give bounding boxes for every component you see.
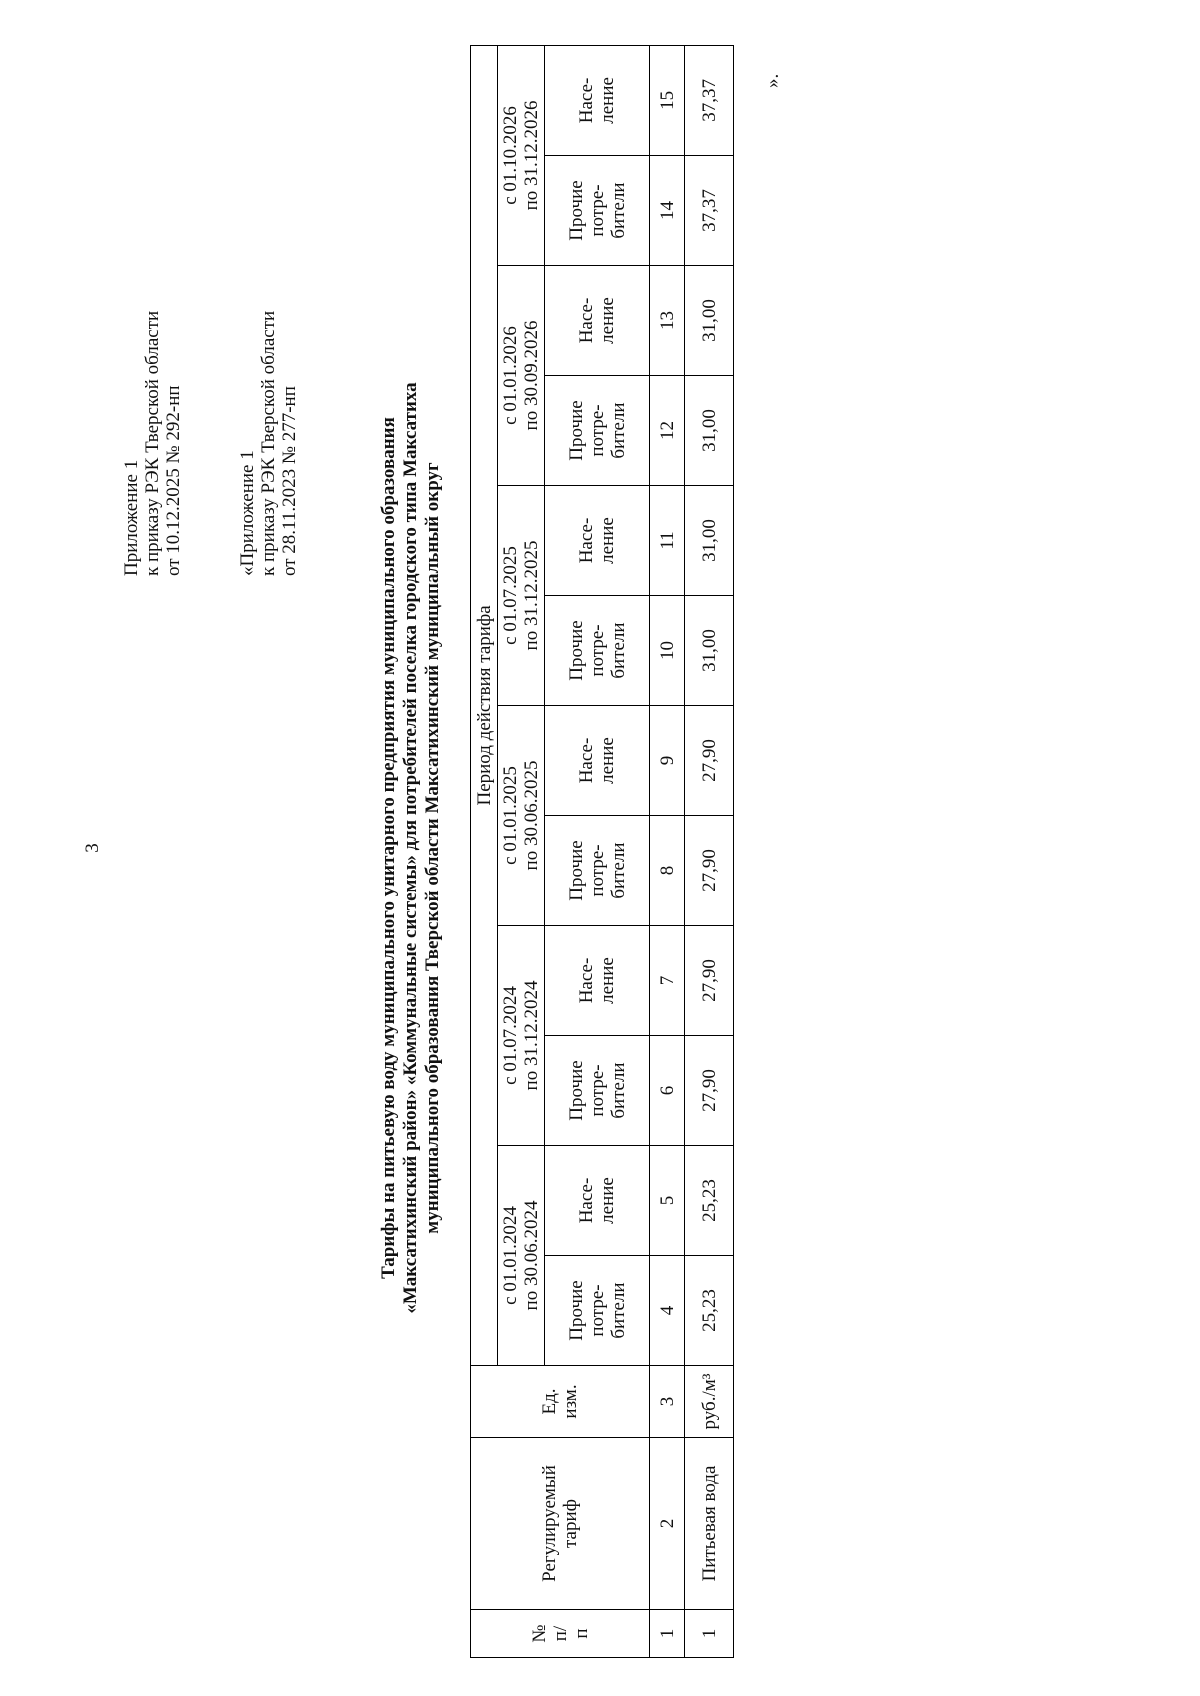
consumer-other-line: потре- [586, 1284, 608, 1337]
period-to: по 30.06.2024 [521, 1200, 542, 1311]
appendix-current-line: Приложение 1 [121, 459, 142, 576]
document-title [378, 0, 444, 1696]
column-number: 4 [650, 1256, 685, 1366]
tariff-value: 27,90 [685, 816, 734, 926]
tariff-value: 25,23 [685, 1146, 734, 1256]
row-number: 1 [685, 1610, 734, 1658]
period-from: с 01.01.2025 [500, 766, 521, 865]
consumer-other-line: бители [607, 622, 629, 679]
header-number-line: п/ [549, 1625, 571, 1642]
consumer-other-line: бители [607, 402, 629, 459]
column-number: 7 [650, 926, 685, 1036]
consumer-population-line: ление [597, 517, 618, 564]
tariff-value: 27,90 [685, 1036, 734, 1146]
header-period: Период действия тарифа [471, 45, 498, 1365]
period-cell [498, 1146, 545, 1366]
consumer-population-line: Насе- [576, 297, 597, 344]
consumer-other-line: потре- [586, 404, 608, 457]
consumer-other-line: бители [607, 1062, 629, 1119]
row-unit: руб./м³ [685, 1366, 734, 1438]
consumer-population-line: Насе- [576, 77, 597, 124]
consumer-population-line: Насе- [576, 957, 597, 1004]
period-to: по 31.12.2025 [521, 540, 542, 651]
consumer-other-line: Прочие [565, 1060, 587, 1121]
consumer-other-line: Прочие [565, 620, 587, 681]
consumer-other-line: потре- [586, 1064, 608, 1117]
column-number: 1 [650, 1610, 685, 1658]
appendix-previous [237, 311, 300, 576]
period-cell [498, 486, 545, 706]
column-number: 10 [650, 596, 685, 706]
column-number: 5 [650, 1146, 685, 1256]
period-to: по 31.12.2026 [521, 100, 542, 211]
tariff-value: 31,00 [685, 266, 734, 376]
tariff-value: 31,00 [685, 486, 734, 596]
period-from: с 01.01.2026 [500, 326, 521, 425]
title-line: Тарифы на питьевую воду муниципального унитарного предприятия муниципального образования [378, 417, 399, 1279]
tariff-value: 37,37 [685, 156, 734, 266]
consumer-population-line: ление [597, 737, 618, 784]
period-from: с 01.01.2024 [500, 1206, 521, 1305]
period-cell [498, 706, 545, 926]
title-line: «Максатихинский район» «Коммунальные системы» для потребителей поселка городского типа Максатиха [400, 382, 421, 1314]
closing-quote: ». [762, 73, 783, 88]
appendix-previous-line: от 28.11.2023 № 277-нп [279, 386, 300, 576]
consumer-population [545, 266, 650, 376]
consumer-population-line: ление [597, 297, 618, 344]
header-tariff-line: тариф [560, 1499, 581, 1548]
appendix-current-line: к приказу РЭК Тверской области [142, 310, 163, 576]
consumer-population [545, 706, 650, 816]
consumer-population-line: Насе- [576, 1177, 597, 1224]
consumer-other [545, 1036, 650, 1146]
header-tariff [471, 1438, 650, 1610]
column-number-row [650, 45, 685, 1657]
column-number: 6 [650, 1036, 685, 1146]
consumer-other-line: бители [607, 182, 629, 239]
consumer-population [545, 45, 650, 155]
tariff-value: 31,00 [685, 376, 734, 486]
period-cell [498, 266, 545, 486]
consumer-other [545, 156, 650, 266]
table-row [685, 45, 734, 1657]
consumer-population [545, 926, 650, 1036]
consumer-other-line: потре- [586, 184, 608, 237]
consumer-population [545, 1146, 650, 1256]
consumer-population-line: ление [597, 1177, 618, 1224]
consumer-other-line: потре- [586, 624, 608, 677]
header-unit-line: изм. [560, 1384, 581, 1419]
period-from: с 01.07.2025 [500, 546, 521, 645]
period-cell [498, 45, 545, 265]
period-cell [498, 926, 545, 1146]
tariff-value: 27,90 [685, 706, 734, 816]
header-number-line: п [570, 1628, 592, 1639]
appendix-previous-line: «Приложение 1 [237, 450, 258, 576]
period-from: с 01.07.2024 [500, 986, 521, 1085]
consumer-other-line: Прочие [565, 840, 587, 901]
header-number-line: № [528, 1624, 550, 1643]
column-number: 11 [650, 486, 685, 596]
period-to: по 30.09.2026 [521, 320, 542, 431]
tariff-value: 31,00 [685, 596, 734, 706]
consumer-other-line: Прочие [565, 1280, 587, 1341]
column-number: 9 [650, 706, 685, 816]
title-line: муниципального образования Тверской области Максатихинский муниципальный округ [422, 462, 443, 1234]
consumer-other-line: Прочие [565, 180, 587, 241]
tariff-value: 37,37 [685, 45, 734, 155]
header-unit [471, 1366, 650, 1438]
column-number: 3 [650, 1366, 685, 1438]
consumer-population-line: Насе- [576, 517, 597, 564]
column-number: 13 [650, 266, 685, 376]
header-number [471, 1610, 650, 1658]
consumer-population [545, 486, 650, 596]
consumer-population-line: Насе- [576, 737, 597, 784]
consumer-other-line: потре- [586, 844, 608, 897]
column-number: 2 [650, 1438, 685, 1610]
column-number: 12 [650, 376, 685, 486]
tariff-value: 27,90 [685, 926, 734, 1036]
page-number: 3 [82, 843, 103, 853]
consumer-other-line: Прочие [565, 400, 587, 461]
row-tariff: Питьевая вода [685, 1438, 734, 1610]
header-unit-line: Ед. [539, 1388, 560, 1415]
consumer-other [545, 596, 650, 706]
column-number: 15 [650, 45, 685, 155]
consumer-population-line: ление [597, 77, 618, 124]
consumer-other [545, 376, 650, 486]
consumer-other [545, 816, 650, 926]
appendix-current-line: от 10.12.2025 № 292-нп [163, 385, 184, 576]
column-number: 8 [650, 816, 685, 926]
consumer-other [545, 1256, 650, 1366]
column-number: 14 [650, 156, 685, 266]
consumer-population-line: ление [597, 957, 618, 1004]
tariff-value: 25,23 [685, 1256, 734, 1366]
period-to: по 30.06.2025 [521, 760, 542, 871]
period-to: по 31.12.2024 [521, 980, 542, 1091]
appendix-previous-line: к приказу РЭК Тверской области [258, 310, 279, 576]
period-from: с 01.10.2026 [500, 106, 521, 205]
consumer-other-line: бители [607, 1282, 629, 1339]
consumer-other-line: бители [607, 842, 629, 899]
appendix-current [121, 311, 184, 576]
tariff-table [470, 45, 734, 1658]
header-tariff-line: Регулируемый [539, 1465, 560, 1582]
